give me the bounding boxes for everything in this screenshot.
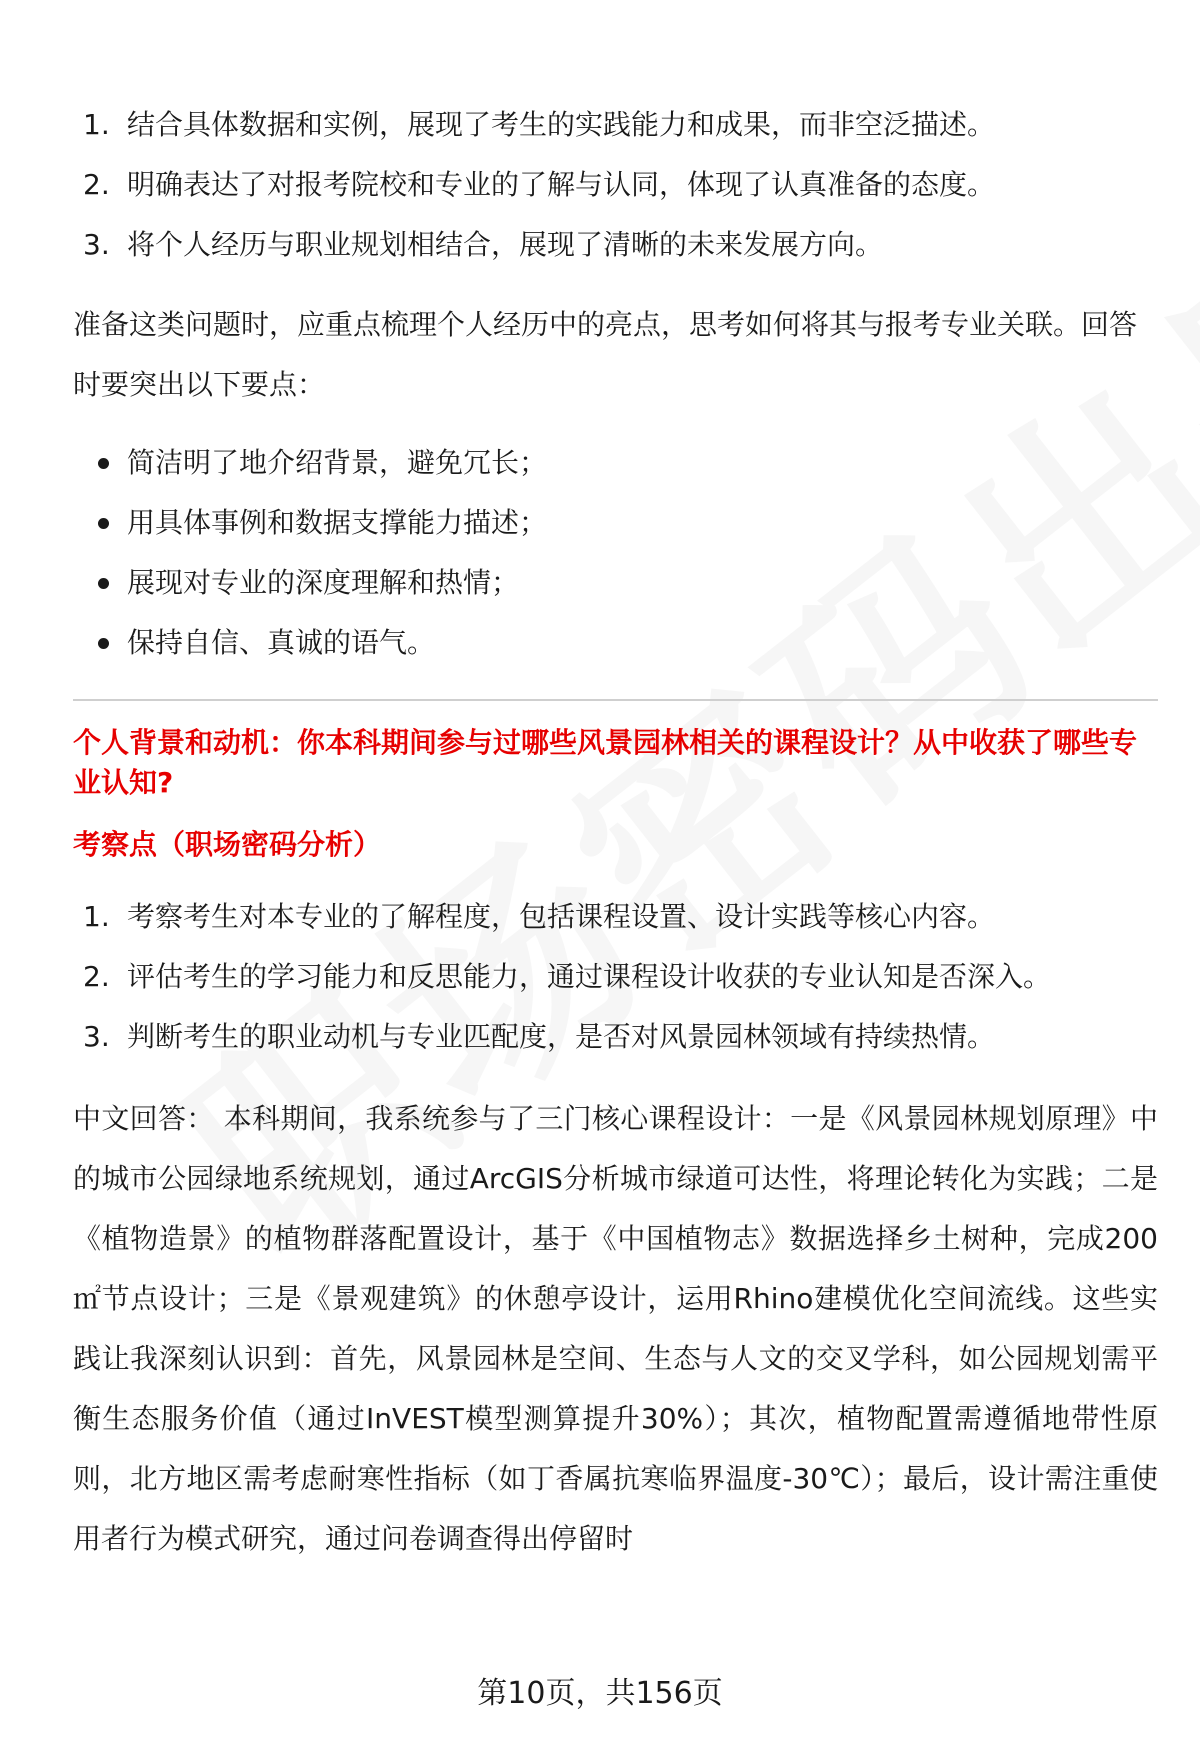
list-number: 3. (83, 228, 110, 261)
list-number: 2. (83, 168, 110, 201)
list-item (73, 215, 1158, 275)
list-number: 2. (83, 960, 110, 993)
bullet-icon (98, 638, 109, 649)
section-divider (73, 699, 1158, 701)
list-item (73, 947, 1158, 1007)
focus-points-list (73, 887, 1158, 1067)
list-item (73, 887, 1158, 947)
preparation-paragraph: 准备这类问题时，应重点梳理个人经历中的亮点，思考如何将其与报考专业关联。回答时要突出以下要点： (73, 308, 1138, 401)
list-item-text: 结合具体数据和实例，展现了考生的实践能力和成果，而非空泛描述。 (127, 108, 996, 141)
document-page (73, 95, 1158, 1569)
list-item-text: 展现对专业的深度理解和热情； (127, 566, 520, 599)
list-number: 1. (83, 108, 110, 141)
list-item (73, 1007, 1158, 1067)
list-item-text: 明确表达了对报考院校和专业的了解与认同，体现了认真准备的态度。 (127, 168, 996, 201)
answer-strengths-list (73, 95, 1158, 275)
bullet-icon (98, 578, 109, 589)
list-item-text: 考察考生对本专业的了解程度，包括课程设置、设计实践等核心内容。 (127, 900, 996, 933)
list-item (73, 493, 1158, 553)
question-heading: 个人背景和动机：你本科期间参与过哪些风景园林相关的课程设计？从中收获了哪些专业认知? (73, 726, 1138, 799)
list-number: 1. (83, 900, 110, 933)
list-item-text: 用具体事例和数据支撑能力描述； (127, 506, 548, 539)
list-item-text: 评估考生的学习能力和反思能力，通过课程设计收获的专业认知是否深入。 (127, 960, 1052, 993)
list-item (73, 553, 1158, 613)
focus-heading: 考察点（职场密码分析） (73, 828, 382, 861)
bullet-icon (98, 458, 109, 469)
list-number: 3. (83, 1020, 110, 1053)
list-item-text: 判断考生的职业动机与专业匹配度，是否对风景园林领域有持续热情。 (127, 1020, 996, 1053)
list-item-text: 将个人经历与职业规划相结合，展现了清晰的未来发展方向。 (127, 228, 884, 261)
page-number-footer: 第10页，共156页 (477, 1676, 723, 1711)
list-item (73, 613, 1158, 673)
bullet-icon (98, 518, 109, 529)
list-item (73, 155, 1158, 215)
list-item (73, 95, 1158, 155)
list-item (73, 433, 1158, 493)
key-points-list (73, 433, 1158, 673)
chinese-answer-paragraph: 中文回答： 本科期间，我系统参与了三门核心课程设计：一是《风景园林规划原理》中的城市公园绿地系统规划，通过ArcGIS分析城市绿道可达性，将理论转化为实践；二是《植物造景》的植物群落配置设计，基于《中国植物志》数据选择乡土树种，完成200㎡节点设计；三是《景观建筑》的休憩亭设计，运用Rhino建模优化空间流线。这些实践让我深刻认识到：首先，风景园林是空间、生态与人文的交叉学科，如公园规划需平衡生态服务价值（通过InVEST模型测算提升30%）；其次，植物配置需遵循地带性原则，北方地区需考虑耐寒性指标（如丁香属抗寒临界温度-30℃）；最后，设计需注重使用者行为模式研究，通过问卷调查得出停留时 (73, 1102, 1158, 1555)
list-item-text: 简洁明了地介绍背景，避免冗长； (127, 446, 548, 479)
list-item-text: 保持自信、真诚的语气。 (127, 626, 436, 659)
